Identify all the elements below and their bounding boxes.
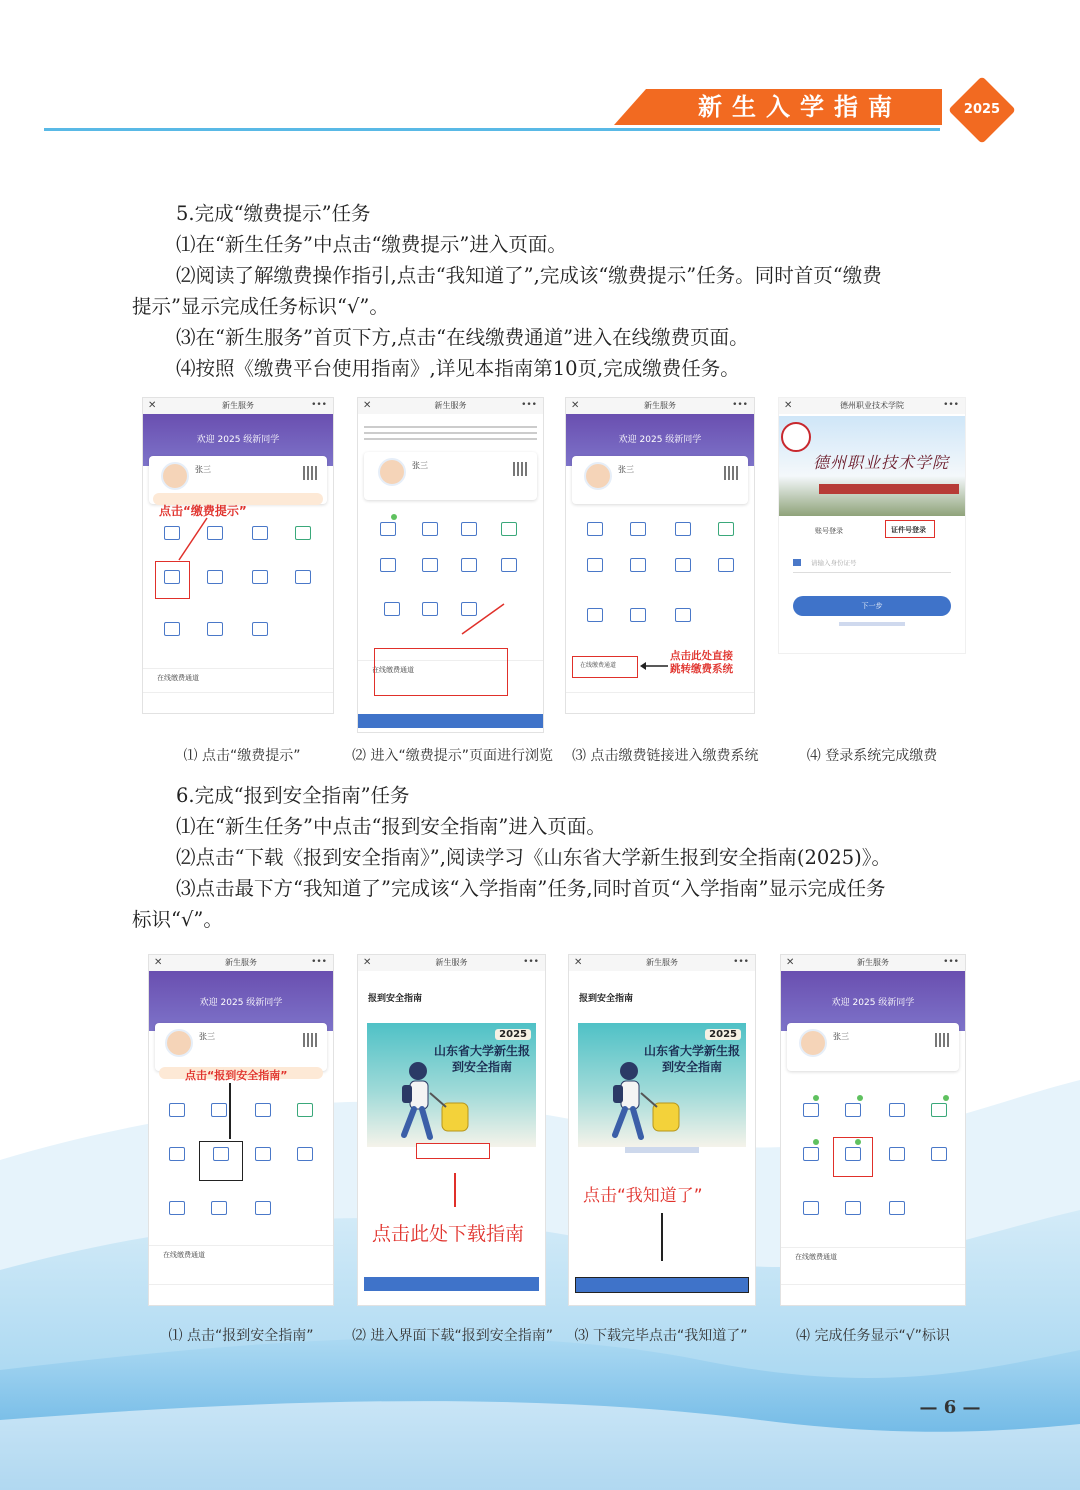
avatar	[165, 1029, 193, 1057]
grid-icon	[718, 558, 734, 572]
section6-step1: ⑴在“新生任务”中点击“报到安全指南”进入页面。	[176, 815, 606, 838]
section6-title: 6.完成“报到安全指南”任务	[176, 784, 410, 807]
callout-arrow	[229, 1083, 231, 1139]
user-card	[364, 452, 537, 500]
grid-icon	[501, 522, 517, 536]
close-icon: ✕	[574, 957, 583, 968]
bottom-nav	[781, 1284, 965, 1305]
college-title: 德州职业技术学院	[840, 401, 904, 410]
user-name: 张三	[833, 1032, 849, 1041]
grid-icon	[889, 1147, 905, 1161]
avatar	[378, 458, 406, 486]
grid-icon	[211, 1201, 227, 1215]
qr-code-icon	[303, 466, 317, 480]
grid-icon	[380, 558, 396, 572]
confirm-button	[364, 1277, 539, 1291]
grid-icon	[461, 558, 477, 572]
help-link	[839, 622, 905, 626]
user-name: 张三	[195, 465, 211, 474]
close-icon: ✕	[363, 957, 372, 968]
grid-icon	[255, 1103, 271, 1117]
grid-icon	[587, 608, 603, 622]
callout-arrow	[458, 602, 508, 638]
online-pay-row	[781, 1247, 965, 1266]
section6-step3: ⑶点击最下方“我知道了”完成该“入学指南”任务,同时首页“入学指南”显示完成任务	[176, 877, 886, 900]
callout-arrow	[640, 660, 670, 672]
qr-code-icon	[513, 462, 527, 476]
grid-icon	[803, 1147, 819, 1161]
screen-title: 新生服务	[646, 958, 678, 967]
college-gate	[819, 484, 959, 494]
more-icon: •••	[943, 957, 959, 967]
screenshot-s5-2	[357, 397, 544, 733]
grid-icon	[501, 558, 517, 572]
grid-icon	[422, 602, 438, 616]
grid-icon	[384, 602, 400, 616]
screenshot-s5-1	[142, 397, 334, 714]
grid-icon	[207, 526, 223, 540]
grid-icon	[297, 1103, 313, 1117]
close-icon: ✕	[786, 957, 795, 968]
callout-arrow	[661, 1213, 663, 1261]
screenshot-s6-4	[780, 954, 966, 1306]
grid-icon	[718, 522, 734, 536]
student-illustration	[384, 1059, 484, 1143]
grid-icon	[252, 570, 268, 584]
qr-code-icon	[935, 1033, 949, 1047]
done-dot	[813, 1139, 819, 1145]
screen-title: 新生服务	[434, 401, 467, 410]
grid-icon	[931, 1103, 947, 1117]
header-divider	[44, 128, 940, 131]
grid-icon	[931, 1147, 947, 1161]
id-input-placeholder: 请输入身份证号	[811, 559, 857, 567]
section5-step2: ⑵阅读了解缴费操作指引,点击“我知道了”,完成该“缴费提示”任务。同时首页“缴费	[176, 264, 882, 287]
guide-page-title: 报到安全指南	[579, 994, 634, 1004]
caption-s5-3: ⑶ 点击缴费链接进入缴费系统	[572, 748, 759, 764]
login-tab-id: 证件号登录	[891, 526, 926, 534]
guide-year: 2025	[705, 1029, 741, 1040]
guide-year: 2025	[495, 1029, 531, 1040]
section6-step3-cont: 标识“√”。	[132, 908, 223, 931]
grid-icon	[211, 1103, 227, 1117]
screen-title: 新生服务	[435, 958, 468, 967]
close-icon: ✕	[148, 400, 157, 411]
more-icon: •••	[521, 400, 537, 410]
grid-icon	[295, 526, 311, 540]
callout-direct: 点击此处直接 跳转缴费系统	[670, 650, 733, 675]
grid-icon	[255, 1201, 271, 1215]
grid-icon	[207, 622, 223, 636]
screen-title: 新生服务	[644, 401, 676, 410]
grid-icon	[252, 526, 268, 540]
caption-s5-1: ⑴ 点击“缴费提示”	[183, 748, 301, 764]
done-dot	[813, 1095, 819, 1101]
qr-code-icon	[303, 1033, 317, 1047]
grid-icon	[422, 522, 438, 536]
college-logo	[781, 422, 811, 452]
section5-step1: ⑴在“新生任务”中点击“缴费提示”进入页面。	[176, 233, 567, 256]
more-icon: •••	[943, 400, 959, 410]
more-icon: •••	[311, 957, 327, 967]
screenshot-s5-3	[565, 397, 755, 714]
grid-icon	[845, 1147, 861, 1161]
grid-icon	[630, 608, 646, 622]
section6-step2: ⑵点击“下载《报到安全指南》”,阅读学习《山东省大学新生报到安全指南(2025)》。	[176, 846, 891, 869]
guide-page-title: 报到安全指南	[368, 994, 423, 1004]
close-icon: ✕	[784, 400, 793, 411]
online-pay-label: 在线缴费通道	[163, 1251, 205, 1259]
online-pay-label: 在线缴费通道	[795, 1253, 837, 1261]
online-pay-row	[143, 668, 333, 687]
grid-icon	[169, 1201, 185, 1215]
welcome-text: 欢迎 2025 级新同学	[618, 435, 702, 445]
grid-icon	[803, 1201, 819, 1215]
more-icon: •••	[523, 957, 539, 967]
screen-title: 新生服务	[222, 401, 254, 410]
done-dot	[391, 514, 397, 520]
caption-s5-4: ⑷ 登录系统完成缴费	[806, 748, 938, 764]
online-pay-label: 在线缴费通道	[157, 674, 199, 682]
grid-icon	[422, 558, 438, 572]
student-illustration	[595, 1059, 695, 1143]
avatar	[799, 1029, 827, 1057]
online-pay-label: 在线缴费通道	[580, 662, 617, 669]
more-icon: •••	[732, 400, 748, 410]
callout-download: 点击此处下载指南	[372, 1223, 525, 1245]
user-card	[572, 456, 748, 504]
done-dot	[943, 1095, 949, 1101]
download-link	[625, 1147, 699, 1153]
next-button: 下一步	[793, 596, 951, 616]
grid-icon	[461, 522, 477, 536]
user-card	[155, 1023, 327, 1071]
grid-icon	[295, 570, 311, 584]
online-pay-row	[149, 1245, 333, 1264]
text-lines	[364, 426, 537, 444]
screenshot-s6-2	[357, 954, 546, 1306]
grid-icon	[255, 1147, 271, 1161]
grid-icon	[252, 622, 268, 636]
grid-icon	[889, 1103, 905, 1117]
caption-s5-2: ⑵ 进入“缴费提示”页面进行浏览	[352, 748, 553, 764]
screen-title: 新生服务	[857, 958, 889, 967]
year-badge-text: 2025	[963, 102, 1001, 117]
callout-safety: 点击“报到安全指南”	[185, 1069, 288, 1082]
id-card-icon	[793, 559, 801, 566]
close-icon: ✕	[363, 400, 372, 411]
user-card	[787, 1023, 959, 1071]
screenshot-s5-4	[778, 397, 966, 654]
section5-step4: ⑷按照《缴费平台使用指南》,详见本指南第10页,完成缴费任务。	[176, 357, 740, 380]
grid-icon	[803, 1103, 819, 1117]
bottom-nav	[566, 692, 754, 713]
online-pay-label: 在线缴费通道	[372, 666, 414, 674]
callout-known: 点击“我知道了”	[583, 1186, 703, 1206]
grid-icon	[213, 1147, 229, 1161]
grid-icon	[675, 558, 691, 572]
caption-s6-3: ⑶ 下载完毕点击“我知道了”	[574, 1328, 748, 1344]
login-tab-account: 账号登录	[815, 527, 843, 535]
download-link-box	[416, 1143, 490, 1159]
grid-icon	[630, 522, 646, 536]
avatar	[584, 462, 612, 490]
grid-icon	[207, 570, 223, 584]
welcome-text: 欢迎 2025 级新同学	[831, 998, 915, 1008]
guide-cover-title: 山东省大学新生报到安全指南	[643, 1044, 740, 1074]
grid-icon	[164, 622, 180, 636]
avatar	[161, 462, 189, 490]
user-name: 张三	[412, 461, 428, 470]
bottom-nav	[143, 692, 333, 713]
close-icon: ✕	[571, 400, 580, 411]
callout-payment: 点击“缴费提示”	[159, 504, 247, 518]
grid-icon	[889, 1201, 905, 1215]
user-name: 张三	[618, 465, 634, 474]
caption-s6-4: ⑷ 完成任务显示“√”标识	[796, 1328, 950, 1344]
id-input	[793, 556, 951, 573]
more-icon: •••	[733, 957, 749, 967]
section5-title: 5.完成“缴费提示”任务	[176, 202, 371, 225]
grid-icon	[630, 558, 646, 572]
close-icon: ✕	[154, 957, 163, 968]
grid-icon	[164, 570, 180, 584]
grid-icon	[845, 1201, 861, 1215]
welcome-text: 欢迎 2025 级新同学	[196, 435, 280, 445]
user-name: 张三	[199, 1032, 215, 1041]
grid-icon	[169, 1103, 185, 1117]
section5-step2-cont: 提示”显示完成任务标识“√”。	[132, 295, 389, 318]
confirm-button	[575, 1277, 749, 1293]
screenshot-s6-1	[148, 954, 334, 1306]
grid-icon	[169, 1147, 185, 1161]
grid-icon	[675, 522, 691, 536]
confirm-button	[358, 714, 543, 728]
caption-s6-1: ⑴ 点击“报到安全指南”	[168, 1328, 314, 1344]
caption-s6-2: ⑵ 进入界面下载“报到安全指南”	[352, 1328, 553, 1344]
qr-code-icon	[724, 466, 738, 480]
bottom-nav	[149, 1284, 333, 1305]
page-number: — 6 —	[919, 1397, 981, 1418]
callout-arrow	[454, 1173, 456, 1207]
grid-icon	[587, 522, 603, 536]
screenshot-s6-3	[568, 954, 756, 1306]
college-sign: 德州职业技术学院	[813, 453, 950, 472]
grid-icon	[297, 1147, 313, 1161]
section5-step3: ⑶在“新生服务”首页下方,点击“在线缴费通道”进入在线缴费页面。	[176, 326, 749, 349]
more-icon: •••	[311, 400, 327, 410]
welcome-text: 欢迎 2025 级新同学	[199, 998, 283, 1008]
highlight-box	[374, 648, 508, 696]
screen-title: 新生服务	[225, 958, 257, 967]
callout-arrow	[171, 516, 211, 564]
grid-icon	[845, 1103, 861, 1117]
guide-cover-title: 山东省大学新生报到安全指南	[433, 1044, 530, 1074]
grid-icon	[587, 558, 603, 572]
grid-icon	[675, 608, 691, 622]
header-title: 新生入学指南	[698, 93, 902, 121]
grid-icon	[164, 526, 180, 540]
grid-icon	[380, 522, 396, 536]
done-dot	[857, 1095, 863, 1101]
